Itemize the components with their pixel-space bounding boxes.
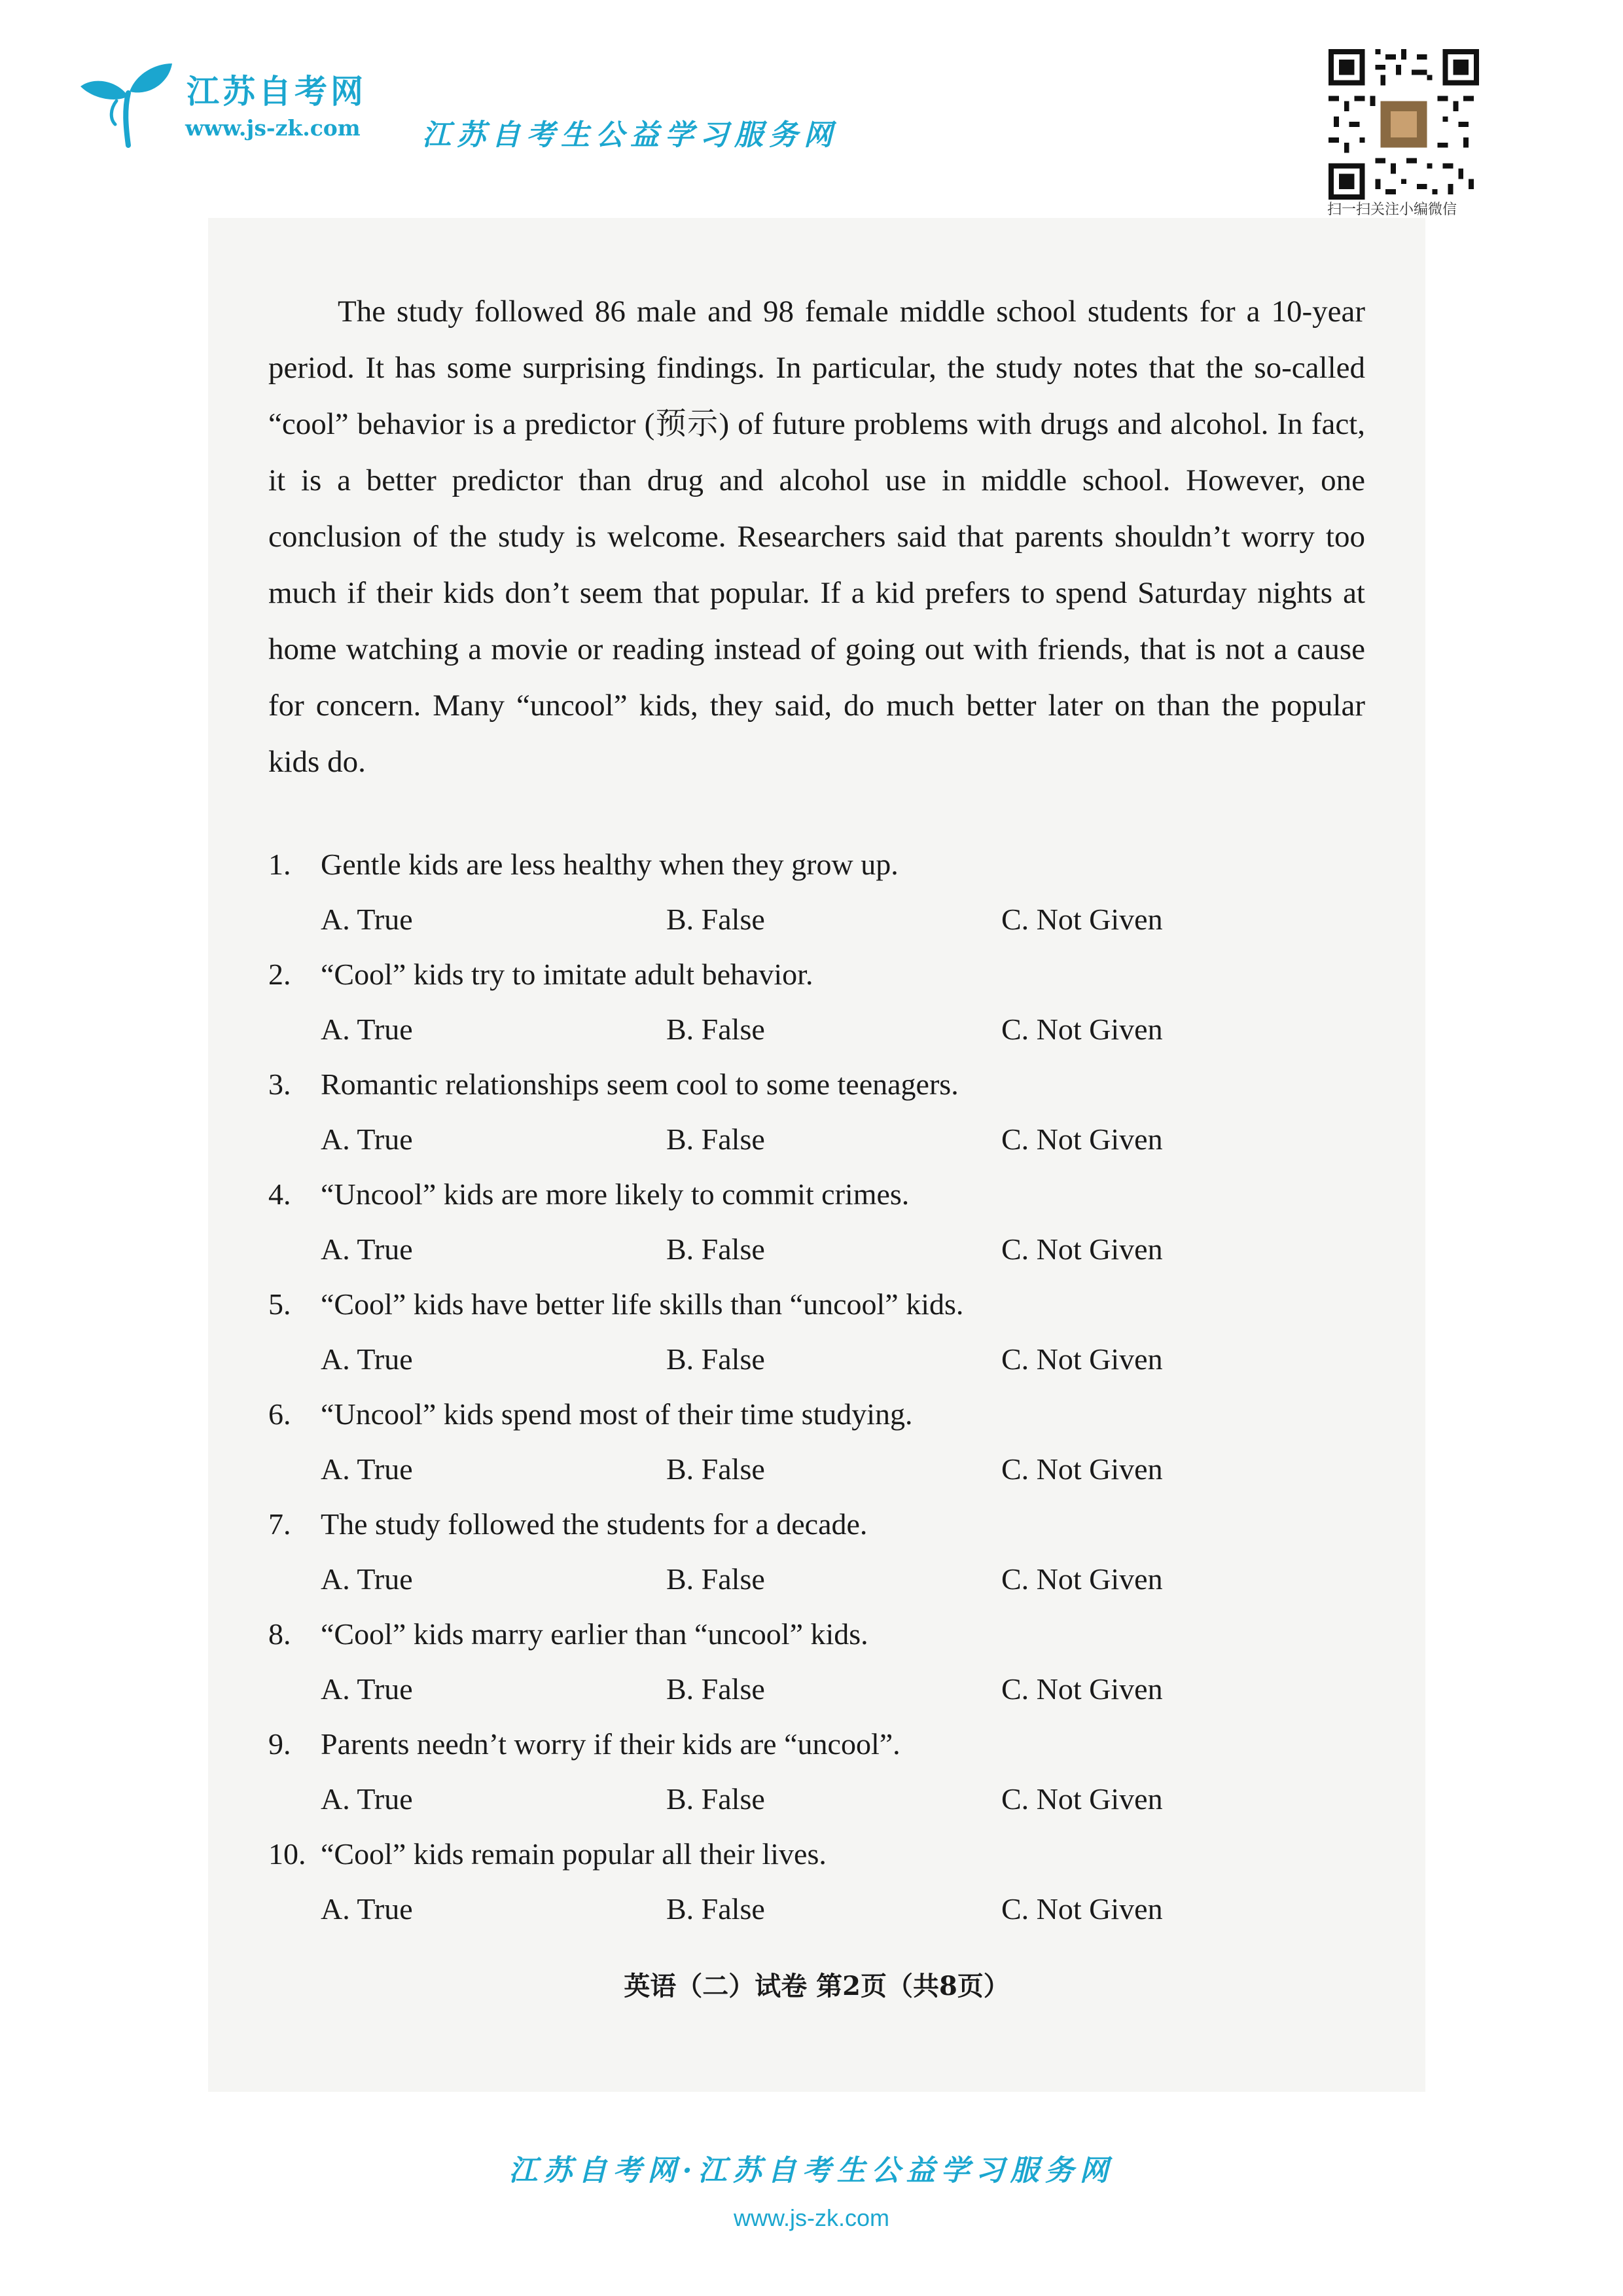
question-stem	[268, 956, 813, 993]
question-text: Parents needn’t worry if their kids are “uncool”.	[321, 1727, 901, 1761]
option-c: C. Not Given	[1001, 903, 1163, 936]
question-text: “Uncool” kids spend most of their time studying.	[321, 1397, 913, 1431]
question-text: “Uncool” kids are more likely to commit crimes.	[321, 1177, 910, 1211]
question-number: 3.	[268, 1067, 291, 1101]
question-stem	[268, 1726, 901, 1763]
question-number: 2.	[268, 958, 291, 991]
question-text: “Cool” kids have better life skills than “uncool” kids.	[321, 1287, 964, 1321]
question-text: “Cool” kids try to imitate adult behavior.	[321, 958, 813, 991]
question-text: “Cool” kids marry earlier than “uncool” kids.	[321, 1617, 868, 1651]
option-a: A. True	[321, 1562, 413, 1596]
question-list	[268, 846, 1365, 1946]
question-stem	[268, 1396, 913, 1433]
site-header	[0, 0, 1623, 216]
option-b: B. False	[666, 1672, 765, 1706]
exam-page	[208, 218, 1425, 2092]
option-c: C. Not Given	[1001, 1782, 1163, 1816]
question-text: “Cool” kids remain popular all their lives.	[321, 1837, 827, 1871]
option-b: B. False	[666, 1892, 765, 1926]
option-a: A. True	[321, 903, 413, 936]
question-number: 1.	[268, 848, 291, 881]
qr-caption: 扫一扫关注小编微信	[1327, 202, 1457, 218]
option-a: A. True	[321, 1122, 413, 1156]
question-item	[268, 1506, 1365, 1616]
option-c: C. Not Given	[1001, 1122, 1163, 1156]
site-name: 江苏自考网	[187, 73, 366, 111]
option-b: B. False	[666, 903, 765, 936]
site-slogan: 江苏自考生公益学习服务网	[422, 118, 838, 152]
option-c: C. Not Given	[1001, 1232, 1163, 1266]
option-b: B. False	[666, 1452, 765, 1486]
question-item	[268, 1396, 1365, 1506]
option-b: B. False	[666, 1122, 765, 1156]
question-number: 7.	[268, 1507, 291, 1541]
question-stem	[268, 1836, 827, 1873]
qr-code[interactable]	[1329, 49, 1479, 200]
option-a: A. True	[321, 1672, 413, 1706]
sprout-icon	[77, 60, 175, 149]
question-number: 5.	[268, 1287, 291, 1321]
option-c: C. Not Given	[1001, 1562, 1163, 1596]
option-b: B. False	[666, 1782, 765, 1816]
footer-url[interactable]: www.js-zk.com	[733, 2204, 889, 2231]
option-a: A. True	[321, 1232, 413, 1266]
question-number: 4.	[268, 1177, 291, 1211]
question-number: 6.	[268, 1397, 291, 1431]
option-c: C. Not Given	[1001, 1342, 1163, 1376]
question-item	[268, 1286, 1365, 1396]
option-b: B. False	[666, 1013, 765, 1046]
site-url[interactable]: www.js-zk.com	[185, 115, 361, 141]
question-stem	[268, 1176, 909, 1213]
footer-slogan: 江苏自考网·江苏自考生公益学习服务网	[508, 2154, 1115, 2187]
option-a: A. True	[321, 1892, 413, 1926]
question-item	[268, 956, 1365, 1066]
option-a: A. True	[321, 1342, 413, 1376]
option-b: B. False	[666, 1562, 765, 1596]
option-b: B. False	[666, 1232, 765, 1266]
option-b: B. False	[666, 1342, 765, 1376]
question-item	[268, 846, 1365, 956]
question-stem	[268, 1286, 963, 1323]
question-number: 9.	[268, 1727, 291, 1761]
option-a: A. True	[321, 1013, 413, 1046]
question-stem	[268, 846, 899, 883]
page-number-footer: 英语（二）试卷 第2页（共8页）	[624, 1971, 1010, 2001]
option-c: C. Not Given	[1001, 1892, 1163, 1926]
question-number: 8.	[268, 1617, 291, 1651]
question-item	[268, 1836, 1365, 1946]
question-text: Gentle kids are less healthy when they grow up.	[321, 848, 899, 881]
question-item	[268, 1066, 1365, 1176]
option-c: C. Not Given	[1001, 1672, 1163, 1706]
question-stem	[268, 1616, 868, 1653]
option-a: A. True	[321, 1782, 413, 1816]
question-text: Romantic relationships seem cool to some teenagers.	[321, 1067, 959, 1101]
option-c: C. Not Given	[1001, 1452, 1163, 1486]
option-a: A. True	[321, 1452, 413, 1486]
question-text: The study followed the students for a decade.	[321, 1507, 868, 1541]
question-number: 10.	[268, 1837, 306, 1871]
question-item	[268, 1176, 1365, 1286]
question-stem	[268, 1066, 959, 1103]
question-item	[268, 1726, 1365, 1836]
reading-passage: The study followed 86 male and 98 female middle school students for a 10-year period. It has some surprising findings. In particular, the study notes that the so-called “cool” behavior is a predictor (预示) of future problems with drugs and alcohol. In fact, it is a better predictor than drug and alcohol use in middle school. However, one conclusion of the study is welcome. Researchers said that parents shouldn’t worry too much if their kids don’t seem that popular. If a kid prefers to spend Saturday nights at home watching a movie or reading instead of going out with friends, that is not a cause for concern. Many “uncool” kids, they said, do much better later on than the popular kids do.	[268, 295, 1365, 779]
option-c: C. Not Given	[1001, 1013, 1163, 1046]
question-stem	[268, 1506, 867, 1543]
question-item	[268, 1616, 1365, 1726]
